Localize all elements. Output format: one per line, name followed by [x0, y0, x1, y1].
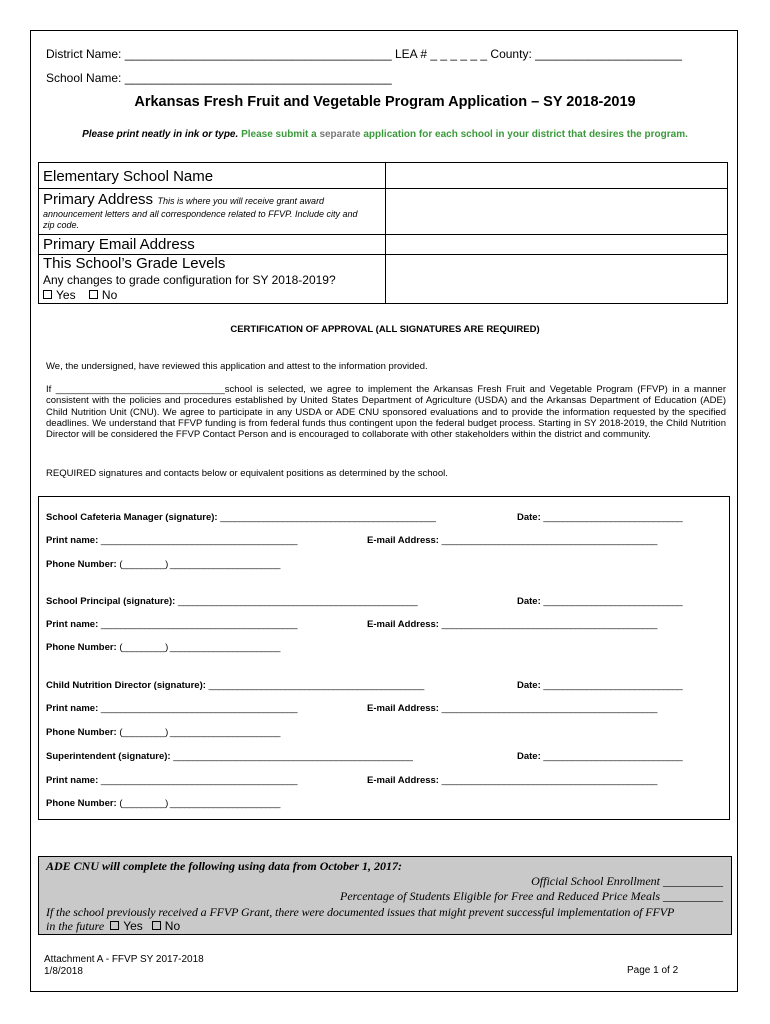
footer-left: [44, 954, 204, 978]
certification-title: CERTIFICATION OF APPROVAL (ALL SIGNATURES ARE REQUIRED): [230, 324, 540, 335]
primary-email-label: Primary Email Address: [43, 236, 195, 253]
page-title: Arkansas Fresh Fruit and Vegetable Program Application – SY 2018-2019: [134, 94, 636, 110]
ade-issues: If the school previously received a FFVP Grant, there were documented issues that might prevent successful implementation of FFVP: [46, 905, 675, 919]
elementary-name-field[interactable]: [386, 163, 728, 189]
instruction-note: [0, 129, 770, 140]
grade-levels-field[interactable]: [386, 255, 728, 304]
grade-levels-label-cell: [39, 255, 386, 304]
superintendent-phone-label: Phone Number:: [46, 798, 117, 809]
primary-email-label-cell: [39, 235, 386, 255]
note-separate: separate: [319, 129, 361, 140]
signatures-box: [38, 496, 730, 820]
ade-future-row: [46, 919, 180, 934]
ade-enrollment: Official School Enrollment __________: [531, 874, 723, 888]
superintendent-signature-row: [46, 751, 412, 762]
superintendent-signature-field[interactable]: __________________________________________________: [173, 751, 413, 762]
lea-label: LEA #: [394, 47, 428, 61]
principal-signature-field[interactable]: __________________________________________________: [177, 596, 418, 607]
cafeteria-date-row: [517, 512, 682, 523]
yes-label: Yes: [56, 288, 76, 302]
note-submit: Please submit a: [241, 129, 317, 140]
no-label: No: [101, 288, 118, 302]
cafeteria-phone-label: Phone Number:: [46, 559, 117, 570]
yes-checkbox[interactable]: [43, 290, 52, 299]
director-email-field[interactable]: _____________________________________________: [441, 703, 657, 714]
district-name-field[interactable]: ________________________________________: [124, 47, 392, 61]
principal-date-field[interactable]: _____________________________: [543, 596, 683, 607]
superintendent-print-label: Print name:: [46, 775, 99, 786]
ade-percentage: Percentage of Students Eligible for Free and Reduced Price Meals __________: [339, 889, 723, 903]
superintendent-date-field[interactable]: _____________________________: [543, 751, 683, 762]
school-name-field[interactable]: ________________________________________: [124, 71, 392, 85]
primary-email-field[interactable]: [386, 235, 728, 255]
grade-levels-label: This School’s Grade Levels: [43, 255, 226, 272]
footer-attachment: Attachment A - FFVP SY 2017-2018: [44, 954, 204, 965]
grade-change-options: [43, 288, 381, 303]
director-signature-label: Child Nutrition Director (signature):: [46, 680, 206, 691]
principal-print-row: [46, 619, 297, 630]
principal-phone-field[interactable]: (_________) _______________________: [119, 642, 280, 653]
ade-heading: ADE CNU will complete the following using data from October 1, 2017:: [46, 859, 403, 873]
primary-address-note: announcement letters and all correspondence related to FFVP. Include city and zip code.: [43, 209, 358, 230]
director-print-field[interactable]: _________________________________________: [100, 703, 298, 714]
principal-phone-row: [46, 642, 280, 653]
principal-signature-row: [46, 596, 417, 607]
director-date-row: [517, 680, 682, 691]
superintendent-date-row: [517, 751, 682, 762]
primary-address-field[interactable]: [386, 189, 728, 235]
principal-print-label: Print name:: [46, 619, 99, 630]
ade-no-label: No: [164, 919, 181, 933]
note-each-school: application for each school in your district that desires the program.: [363, 129, 688, 140]
superintendent-email-field[interactable]: _____________________________________________: [441, 775, 657, 786]
principal-print-field[interactable]: _________________________________________: [100, 619, 298, 630]
director-print-label: Print name:: [46, 703, 99, 714]
county-label: County:: [490, 47, 532, 61]
ade-no-checkbox[interactable]: [152, 921, 161, 930]
director-date-label: Date:: [517, 680, 541, 691]
principal-email-row: [367, 619, 657, 630]
director-signature-row: [46, 680, 424, 691]
cafeteria-phone-row: [46, 559, 280, 570]
cafeteria-print-row: [46, 535, 297, 546]
required-signatures-note: REQUIRED signatures and contacts below or equivalent positions as determined by the school.: [46, 468, 448, 479]
superintendent-date-label: Date:: [517, 751, 541, 762]
director-print-row: [46, 703, 297, 714]
certification-intro: We, the undersigned, have reviewed this application and attest to the information provided.: [46, 361, 428, 372]
elementary-name-label-cell: [39, 163, 386, 189]
cafeteria-signature-row: [46, 512, 435, 523]
principal-email-field[interactable]: _____________________________________________: [441, 619, 657, 630]
cafeteria-date-label: Date:: [517, 512, 541, 523]
cafeteria-signature-field[interactable]: _____________________________________________: [220, 512, 436, 523]
cafeteria-email-row: [367, 535, 657, 546]
cafeteria-date-field[interactable]: _____________________________: [543, 512, 683, 523]
superintendent-email-row: [367, 775, 657, 786]
county-field[interactable]: ______________________: [535, 47, 682, 61]
primary-address-label: Primary Address: [43, 191, 154, 208]
district-line: [46, 47, 682, 61]
grade-change-question: Any changes to grade configuration for SY 2018-2019?: [43, 273, 336, 287]
superintendent-print-row: [46, 775, 297, 786]
school-line: [46, 71, 392, 85]
footer-page-number: Page 1 of 2: [627, 965, 679, 976]
superintendent-email-label: E-mail Address:: [367, 775, 439, 786]
director-phone-row: [46, 727, 280, 738]
elementary-name-label: Elementary School Name: [43, 168, 214, 185]
ade-yes-label: Yes: [123, 919, 143, 933]
ade-cnu-box: [38, 856, 732, 935]
ade-yes-checkbox[interactable]: [110, 921, 119, 930]
school-info-table: [38, 162, 728, 304]
certification-paragraph: If ________________________________school is selected, we agree to implement the Arkansas Fresh Fruit and Vegetable Program (FFVP) in a manner consistent with the policies and procedures established by United States Department of Agriculture (USDA) and the Arkansas Department of Education (ADE) Child Nutrition Unit (CNU). We agree to participate in any USDA or ADE CNU sponsored evaluations and to provide the information requested by the specified deadlines. We understand that FFVP funding is from federal funds thus contingent upon the federal budget process. Starting in SY 2018-2019, the Child Nutrition Director will be considered the FFVP Contact Person and is encouraged to collaborate with other stakeholders within the district and community.: [46, 384, 726, 441]
superintendent-phone-field[interactable]: (_________) _______________________: [119, 798, 280, 809]
school-label: School Name:: [46, 71, 122, 85]
district-label: District Name:: [46, 47, 122, 61]
director-phone-field[interactable]: (_________) _______________________: [119, 727, 280, 738]
ade-future-label: in the future: [46, 919, 105, 933]
principal-email-label: E-mail Address:: [367, 619, 439, 630]
director-date-field[interactable]: _____________________________: [543, 680, 683, 691]
note-print-neatly: Please print neatly in ink or type.: [82, 129, 239, 140]
no-checkbox[interactable]: [89, 290, 98, 299]
footer-date: 1/8/2018: [44, 966, 83, 977]
primary-address-label-cell: [39, 189, 386, 235]
cafeteria-print-label: Print name:: [46, 535, 99, 546]
director-signature-field[interactable]: _____________________________________________: [208, 680, 424, 691]
director-email-label: E-mail Address:: [367, 703, 439, 714]
principal-date-label: Date:: [517, 596, 541, 607]
cafeteria-email-field[interactable]: _____________________________________________: [441, 535, 657, 546]
director-email-row: [367, 703, 657, 714]
principal-date-row: [517, 596, 682, 607]
cafeteria-email-label: E-mail Address:: [367, 535, 439, 546]
principal-signature-label: School Principal (signature):: [46, 596, 176, 607]
superintendent-phone-row: [46, 798, 280, 809]
primary-address-note-inline: This is where you will receive grant award: [157, 196, 325, 206]
director-phone-label: Phone Number:: [46, 727, 117, 738]
cafeteria-print-field[interactable]: _________________________________________: [100, 535, 298, 546]
principal-phone-label: Phone Number:: [46, 642, 117, 653]
superintendent-print-field[interactable]: _________________________________________: [100, 775, 298, 786]
cafeteria-phone-field[interactable]: (_________) _______________________: [119, 559, 280, 570]
superintendent-signature-label: Superintendent (signature):: [46, 751, 171, 762]
lea-field[interactable]: _ _ _ _ _ _: [430, 47, 488, 61]
cafeteria-signature-label: School Cafeteria Manager (signature):: [46, 512, 218, 523]
